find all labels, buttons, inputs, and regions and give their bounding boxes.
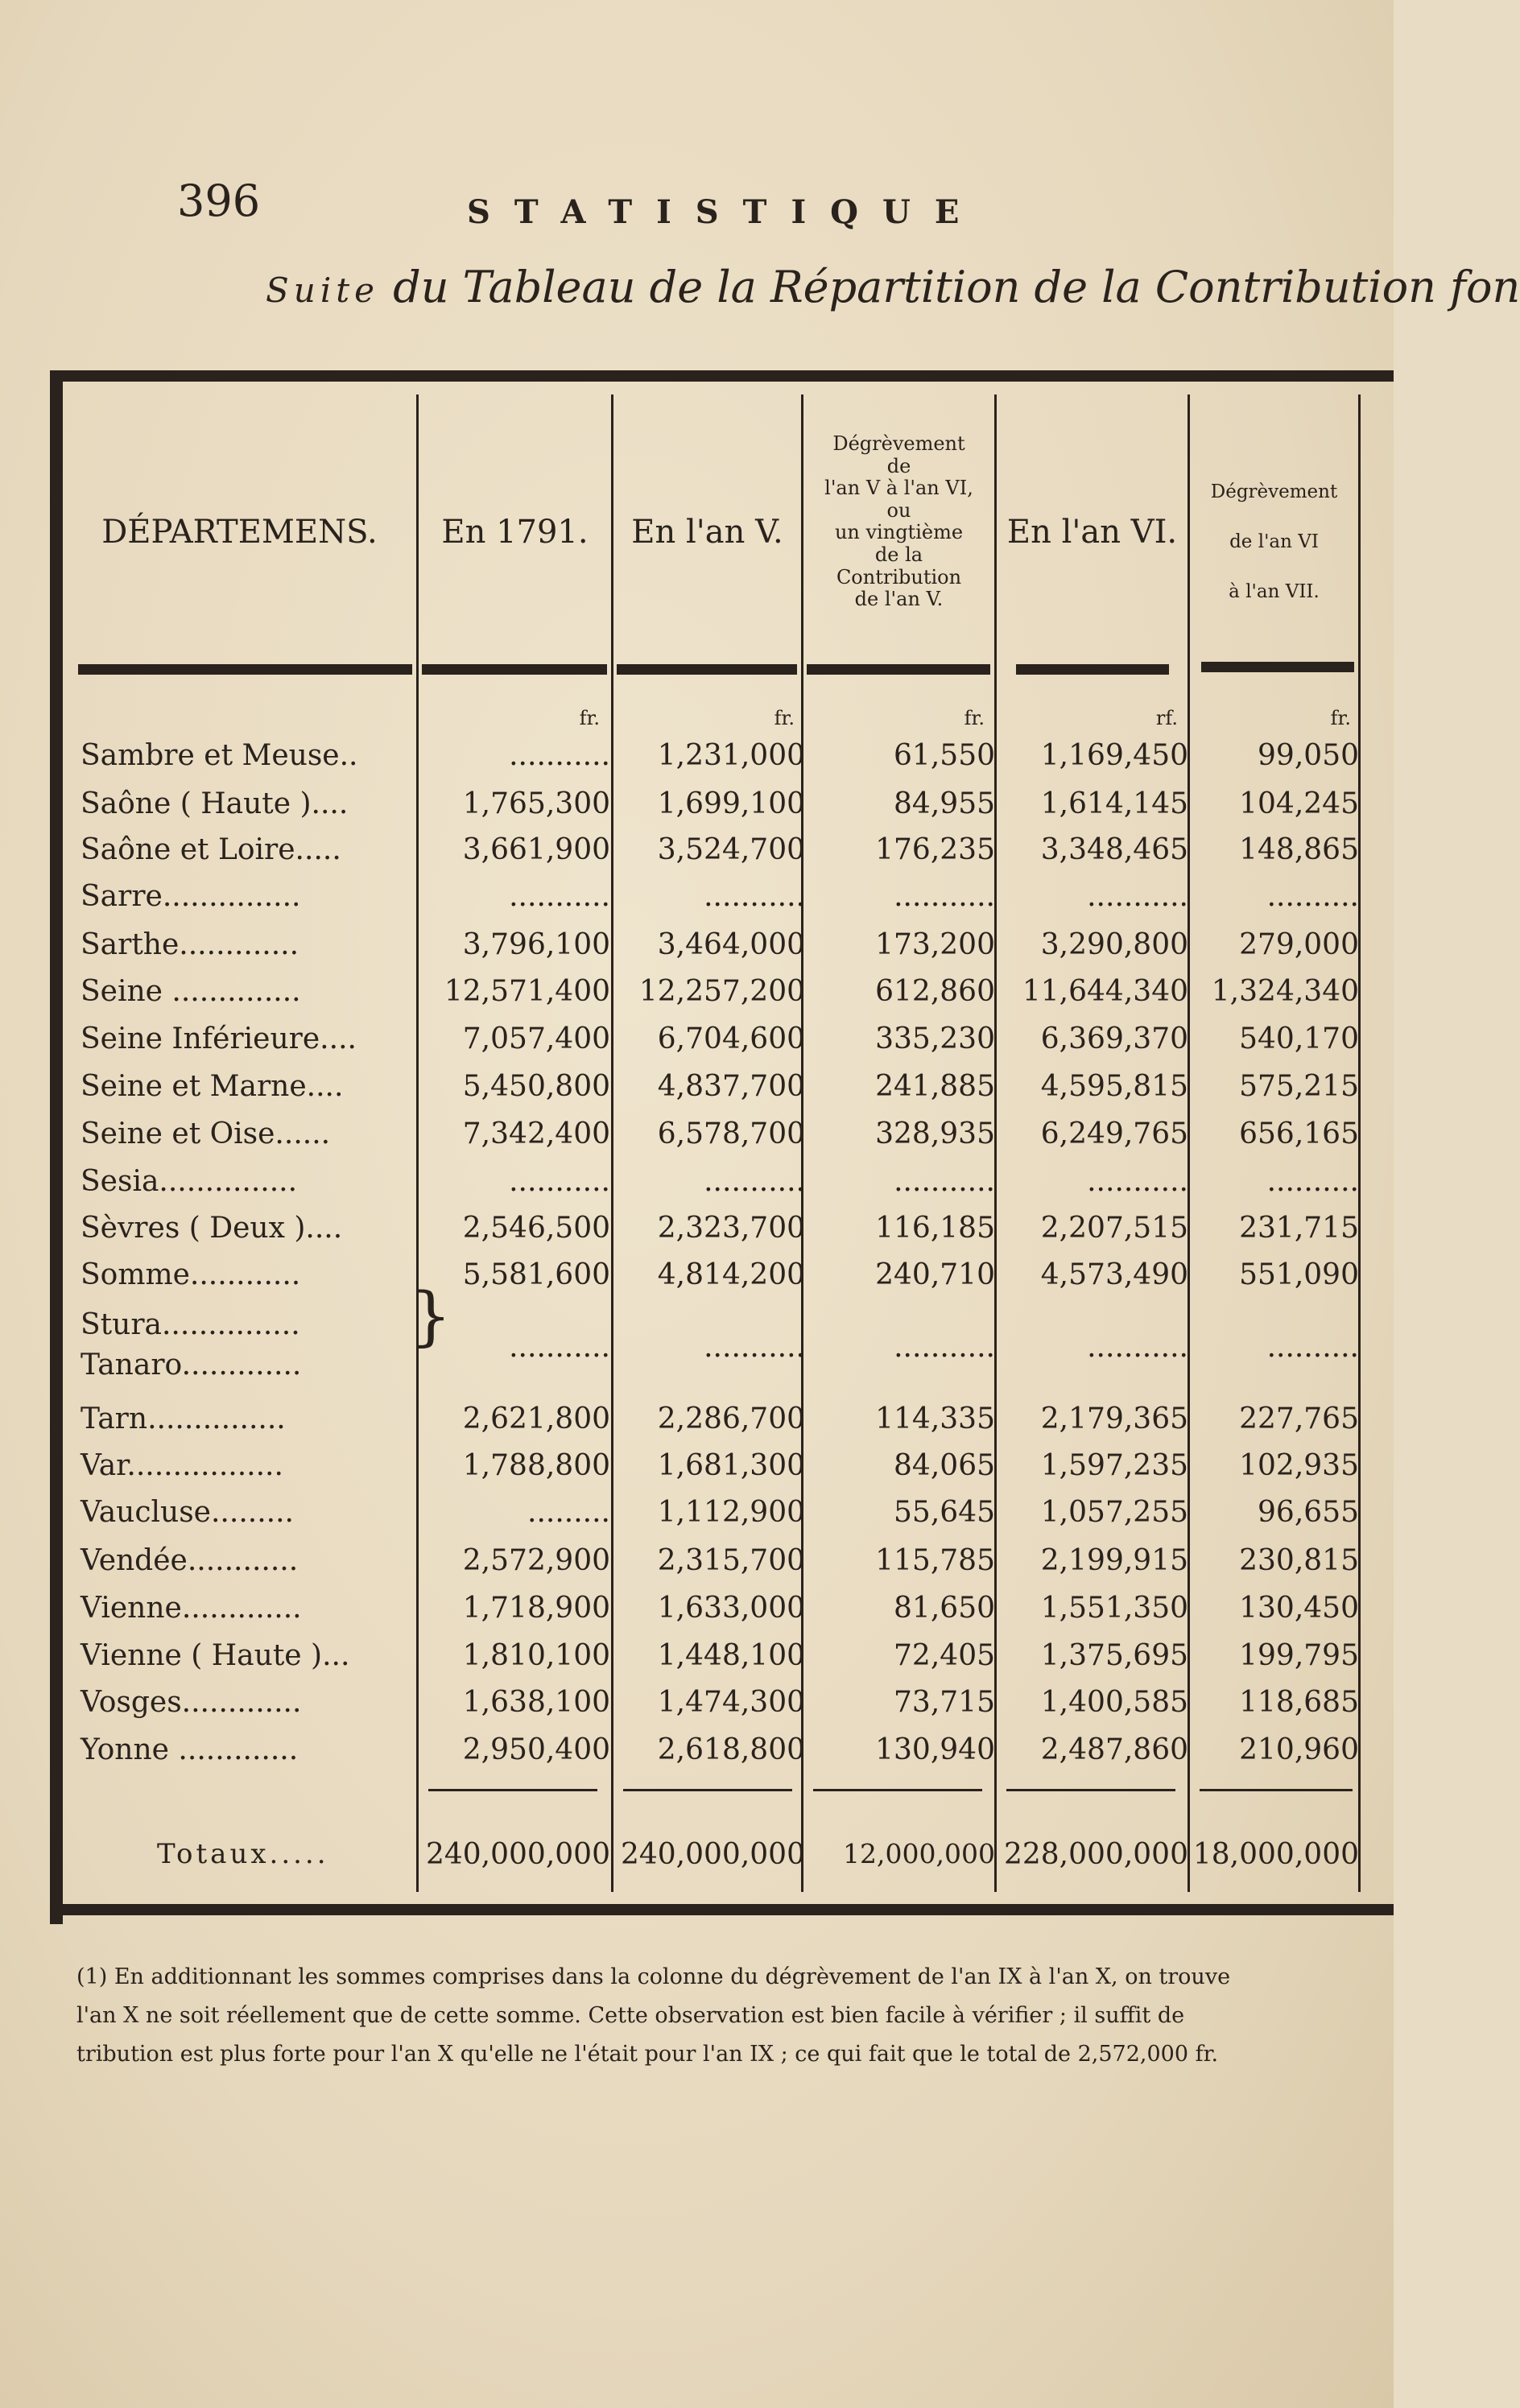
table-cell-anvi: 3,290,800 (1040, 928, 1188, 961)
table-cell-c1791: 1,810,100 (462, 1639, 610, 1672)
header-line: l'an V à l'an VI, (824, 477, 973, 500)
total-1791: 240,000,000 (425, 1838, 610, 1871)
table-cell-c1791: 1,638,100 (462, 1686, 610, 1719)
header-line: de (886, 454, 911, 477)
unit-label: fr. (774, 707, 795, 729)
table-top-rule (50, 370, 1394, 382)
table-cell-c1791: ........... (509, 1165, 610, 1198)
department-name: Vienne............. (81, 1592, 302, 1625)
table-cell-anv: 1,474,300 (657, 1686, 805, 1719)
table-cell-c1791: 2,950,400 (462, 1733, 610, 1766)
department-name: Tarn............... (81, 1402, 286, 1435)
header-rule (1201, 662, 1354, 672)
footnote-line: (1) En additionnant les sommes comprises dans la colonne du dégrèvement de l'an IX à l'an X, on trouve (76, 1964, 1231, 1989)
footnote-line: tribution est plus forte pour l'an X qu'elle ne l'était pour l'an IX ; ce qui fait que le total de 2,572,000 fr. (76, 2042, 1219, 2067)
table-cell-deg2: 227,765 (1239, 1402, 1359, 1435)
header-line: de l'an V. (854, 588, 944, 611)
table-cell-c1791: ........... (509, 1331, 610, 1364)
table-cell-anv: 4,814,200 (657, 1258, 805, 1291)
table-cell-deg2: 1,324,340 (1211, 975, 1359, 1008)
totals-rule (813, 1789, 982, 1791)
header-line: Dégrèvement (832, 432, 965, 455)
table-cell-c1791: 12,571,400 (444, 975, 610, 1008)
header-line: de la (874, 543, 923, 566)
table-cell-deg1: 73,715 (894, 1686, 995, 1719)
table-cell-deg2: 575,215 (1239, 1070, 1359, 1103)
total-degrevement-v-vi: 12,000,000 (843, 1838, 995, 1869)
table-cell-c1791: ........... (509, 739, 610, 772)
table-cell-c1791: 3,796,100 (462, 928, 610, 961)
department-name: Tanaro............. (81, 1349, 302, 1382)
table-cell-anvi: 2,199,915 (1040, 1544, 1188, 1577)
table-cell-c1791: 2,621,800 (462, 1402, 610, 1435)
table-cell-c1791: 5,450,800 (462, 1070, 610, 1103)
unit-label: fr. (579, 707, 600, 729)
table-cell-c1791: 1,765,300 (462, 787, 610, 820)
table-cell-deg1: 328,935 (875, 1117, 995, 1150)
table-cell-deg2: 230,815 (1239, 1544, 1359, 1577)
running-title: STATISTIQUE (467, 193, 984, 231)
table-cell-deg2: .......... (1266, 880, 1359, 913)
table-cell-anvi: 11,644,340 (1022, 975, 1188, 1008)
table-cell-c1791: ........... (509, 880, 610, 913)
table-cell-c1791: 2,546,500 (462, 1212, 610, 1245)
department-name: Vaucluse......... (81, 1496, 294, 1529)
unit-label: fr. (1330, 707, 1351, 729)
header-degrevement-v-vi (803, 433, 994, 611)
table-cell-anvi: 1,375,695 (1040, 1639, 1188, 1672)
department-name: Vendée............ (81, 1544, 299, 1577)
table-cell-deg1: 240,710 (875, 1258, 995, 1291)
table-cell-deg1: 81,650 (894, 1592, 995, 1625)
table-cell-c1791: 3,661,900 (462, 833, 610, 866)
table-cell-anvi: 1,057,255 (1040, 1496, 1188, 1529)
table-cell-deg1: 173,200 (875, 928, 995, 961)
table-cell-c1791: 7,342,400 (462, 1117, 610, 1150)
table-cell-deg1: 176,235 (875, 833, 995, 866)
table-cell-anvi: 1,169,450 (1040, 739, 1188, 772)
unit-label: rf. (1155, 707, 1178, 729)
totals-rule (1006, 1789, 1175, 1791)
table-cell-deg1: 335,230 (875, 1022, 995, 1055)
table-cell-c1791: 1,788,800 (462, 1449, 610, 1482)
table-cell-deg2: 551,090 (1239, 1258, 1359, 1291)
table-cell-deg1: 55,645 (894, 1496, 995, 1529)
department-name: Somme............ (81, 1258, 301, 1291)
department-name: Sarre............... (81, 880, 301, 913)
header-rule (617, 664, 797, 675)
table-cell-anv: 6,704,600 (657, 1022, 805, 1055)
totals-rule (1200, 1789, 1353, 1791)
table-cell-anvi: 1,614,145 (1040, 787, 1188, 820)
table-cell-anv: 1,448,100 (657, 1639, 805, 1672)
department-name: Seine et Oise...... (81, 1117, 331, 1150)
total-an-vi: 228,000,000 (1003, 1838, 1188, 1871)
department-name: Sarthe............. (81, 928, 299, 961)
table-cell-anvi: 1,597,235 (1040, 1449, 1188, 1482)
table-cell-deg2: 102,935 (1239, 1449, 1359, 1482)
table-cell-deg2: 104,245 (1239, 787, 1359, 820)
department-name: Saône et Loire..... (81, 833, 341, 866)
table-cell-anvi: 1,551,350 (1040, 1592, 1188, 1625)
table-cell-anvi: 2,179,365 (1040, 1402, 1188, 1435)
table-cell-anvi: 3,348,465 (1040, 833, 1188, 866)
department-name: Saône ( Haute ).... (81, 787, 349, 820)
table-cell-deg2: 540,170 (1239, 1022, 1359, 1055)
header-line: de l'an VI (1229, 531, 1319, 553)
table-cell-deg2: .......... (1266, 1165, 1359, 1198)
table-cell-deg1: 84,955 (894, 787, 995, 820)
total-degrevement-vi-vii: 18,000,000 (1192, 1838, 1359, 1871)
department-name: Sambre et Meuse.. (81, 739, 358, 772)
header-rule (807, 664, 990, 675)
totals-label: Totaux..... (157, 1838, 329, 1870)
table-cell-c1791: 2,572,900 (462, 1544, 610, 1577)
table-cell-anv: 2,315,700 (657, 1544, 805, 1577)
table-cell-anv: 4,837,700 (657, 1070, 805, 1103)
table-cell-anv: 1,699,100 (657, 787, 805, 820)
table-cell-anv: 12,257,200 (638, 975, 805, 1008)
department-name: Vosges............. (81, 1686, 302, 1719)
table-cell-anvi: 6,369,370 (1040, 1022, 1188, 1055)
header-an-vi: En l'an VI. (1006, 514, 1178, 551)
table-cell-deg1: 115,785 (875, 1544, 995, 1577)
header-en-1791: En 1791. (441, 514, 589, 551)
table-cell-deg1: 116,185 (875, 1212, 995, 1245)
total-an-v: 240,000,000 (620, 1838, 805, 1871)
department-name: Stura............... (81, 1308, 300, 1341)
department-name: Sèvres ( Deux ).... (81, 1212, 343, 1245)
unit-label: fr. (964, 707, 985, 729)
table-cell-deg2: 231,715 (1239, 1212, 1359, 1245)
header-rule (422, 664, 607, 675)
page-number: 396 (177, 176, 261, 226)
department-name: Var................. (81, 1449, 283, 1482)
table-cell-deg2: 96,655 (1258, 1496, 1359, 1529)
department-name: Sesia............... (81, 1165, 298, 1198)
table-cell-anvi: ........... (1087, 1331, 1188, 1364)
header-an-v: En l'an V. (631, 514, 783, 551)
table-cell-anv: 6,578,700 (657, 1117, 805, 1150)
table-cell-deg1: ........... (894, 880, 995, 913)
table-cell-anv: 1,681,300 (657, 1449, 805, 1482)
table-cell-c1791: 1,718,900 (462, 1592, 610, 1625)
table-cell-deg1: ........... (894, 1331, 995, 1364)
table-cell-anvi: ........... (1087, 1165, 1188, 1198)
table-cell-deg2: 148,865 (1239, 833, 1359, 866)
table-cell-anvi: 2,487,860 (1040, 1733, 1188, 1766)
table-cell-deg2: 199,795 (1239, 1639, 1359, 1672)
table-cell-anv: 2,618,800 (657, 1733, 805, 1766)
table-cell-anv: 1,633,000 (657, 1592, 805, 1625)
table-cell-anvi: 4,595,815 (1040, 1070, 1188, 1103)
header-rule (78, 664, 412, 675)
table-subtitle (266, 262, 1520, 312)
table-cell-anvi: ........... (1087, 880, 1188, 913)
header-line: un vingtième (834, 521, 964, 544)
table-cell-deg1: 84,065 (894, 1449, 995, 1482)
table-cell-c1791: 5,581,600 (462, 1258, 610, 1291)
header-line: à l'an VII. (1229, 581, 1320, 603)
table-left-border (50, 370, 63, 1924)
table-cell-anv: 1,112,900 (657, 1496, 805, 1529)
department-name: Yonne ............. (81, 1733, 299, 1766)
table-cell-deg2: 210,960 (1239, 1733, 1359, 1766)
table-cell-deg1: 241,885 (875, 1070, 995, 1103)
totals-rule (428, 1789, 597, 1791)
department-name: Vienne ( Haute )... (81, 1639, 350, 1672)
department-name: Seine et Marne.... (81, 1070, 344, 1103)
table-cell-anv: ........... (704, 1331, 805, 1364)
table-cell-anv: 2,323,700 (657, 1212, 805, 1245)
subtitle-prefix: Suite (266, 271, 379, 310)
header-line: ou (886, 498, 911, 522)
table-cell-deg1: 612,860 (875, 975, 995, 1008)
table-cell-anv: 1,231,000 (657, 739, 805, 772)
totals-rule (623, 1789, 792, 1791)
table-cell-deg2: 656,165 (1239, 1117, 1359, 1150)
table-cell-deg2: 130,450 (1239, 1592, 1359, 1625)
table-bottom-rule (50, 1904, 1394, 1915)
header-line: Dégrèvement (1210, 481, 1338, 502)
header-degrevement-vi-vii (1190, 467, 1358, 617)
header-departemens: DÉPARTEMENS. (101, 514, 378, 551)
table-cell-deg1: 72,405 (894, 1639, 995, 1672)
table-cell-deg1: ........... (894, 1165, 995, 1198)
department-name: Seine .............. (81, 975, 301, 1008)
table-cell-deg1: 130,940 (875, 1733, 995, 1766)
table-cell-anvi: 6,249,765 (1040, 1117, 1188, 1150)
table-cell-anvi: 1,400,585 (1040, 1686, 1188, 1719)
table-cell-anvi: 2,207,515 (1040, 1212, 1188, 1245)
table-cell-anv: 3,524,700 (657, 833, 805, 866)
table-cell-anvi: 4,573,490 (1040, 1258, 1188, 1291)
table-cell-anv: ........... (704, 1165, 805, 1198)
table-cell-deg2: 279,000 (1239, 928, 1359, 961)
header-line: Contribution (836, 565, 962, 589)
table-cell-c1791: 7,057,400 (462, 1022, 610, 1055)
table-cell-anv: 2,286,700 (657, 1402, 805, 1435)
table-cell-deg1: 61,550 (894, 739, 995, 772)
table-cell-deg2: 118,685 (1239, 1686, 1359, 1719)
table-cell-c1791: ......... (527, 1496, 610, 1529)
table-cell-deg2: .......... (1266, 1331, 1359, 1364)
table-cell-deg2: 99,050 (1258, 739, 1359, 772)
subtitle-rest: du Tableau de la Répartition de la Contribution fon (393, 262, 1520, 312)
table-cell-anv: ........... (704, 880, 805, 913)
table-cell-deg1: 114,335 (875, 1402, 995, 1435)
stura-tanaro-brace: } (411, 1278, 452, 1353)
table-cell-anv: 3,464,000 (657, 928, 805, 961)
header-rule (1016, 664, 1169, 675)
department-name: Seine Inférieure.... (81, 1022, 357, 1055)
footnote-line: l'an X ne soit réellement que de cette somme. Cette observation est bien facile à vérifier ; il suffit de (76, 2003, 1185, 2028)
